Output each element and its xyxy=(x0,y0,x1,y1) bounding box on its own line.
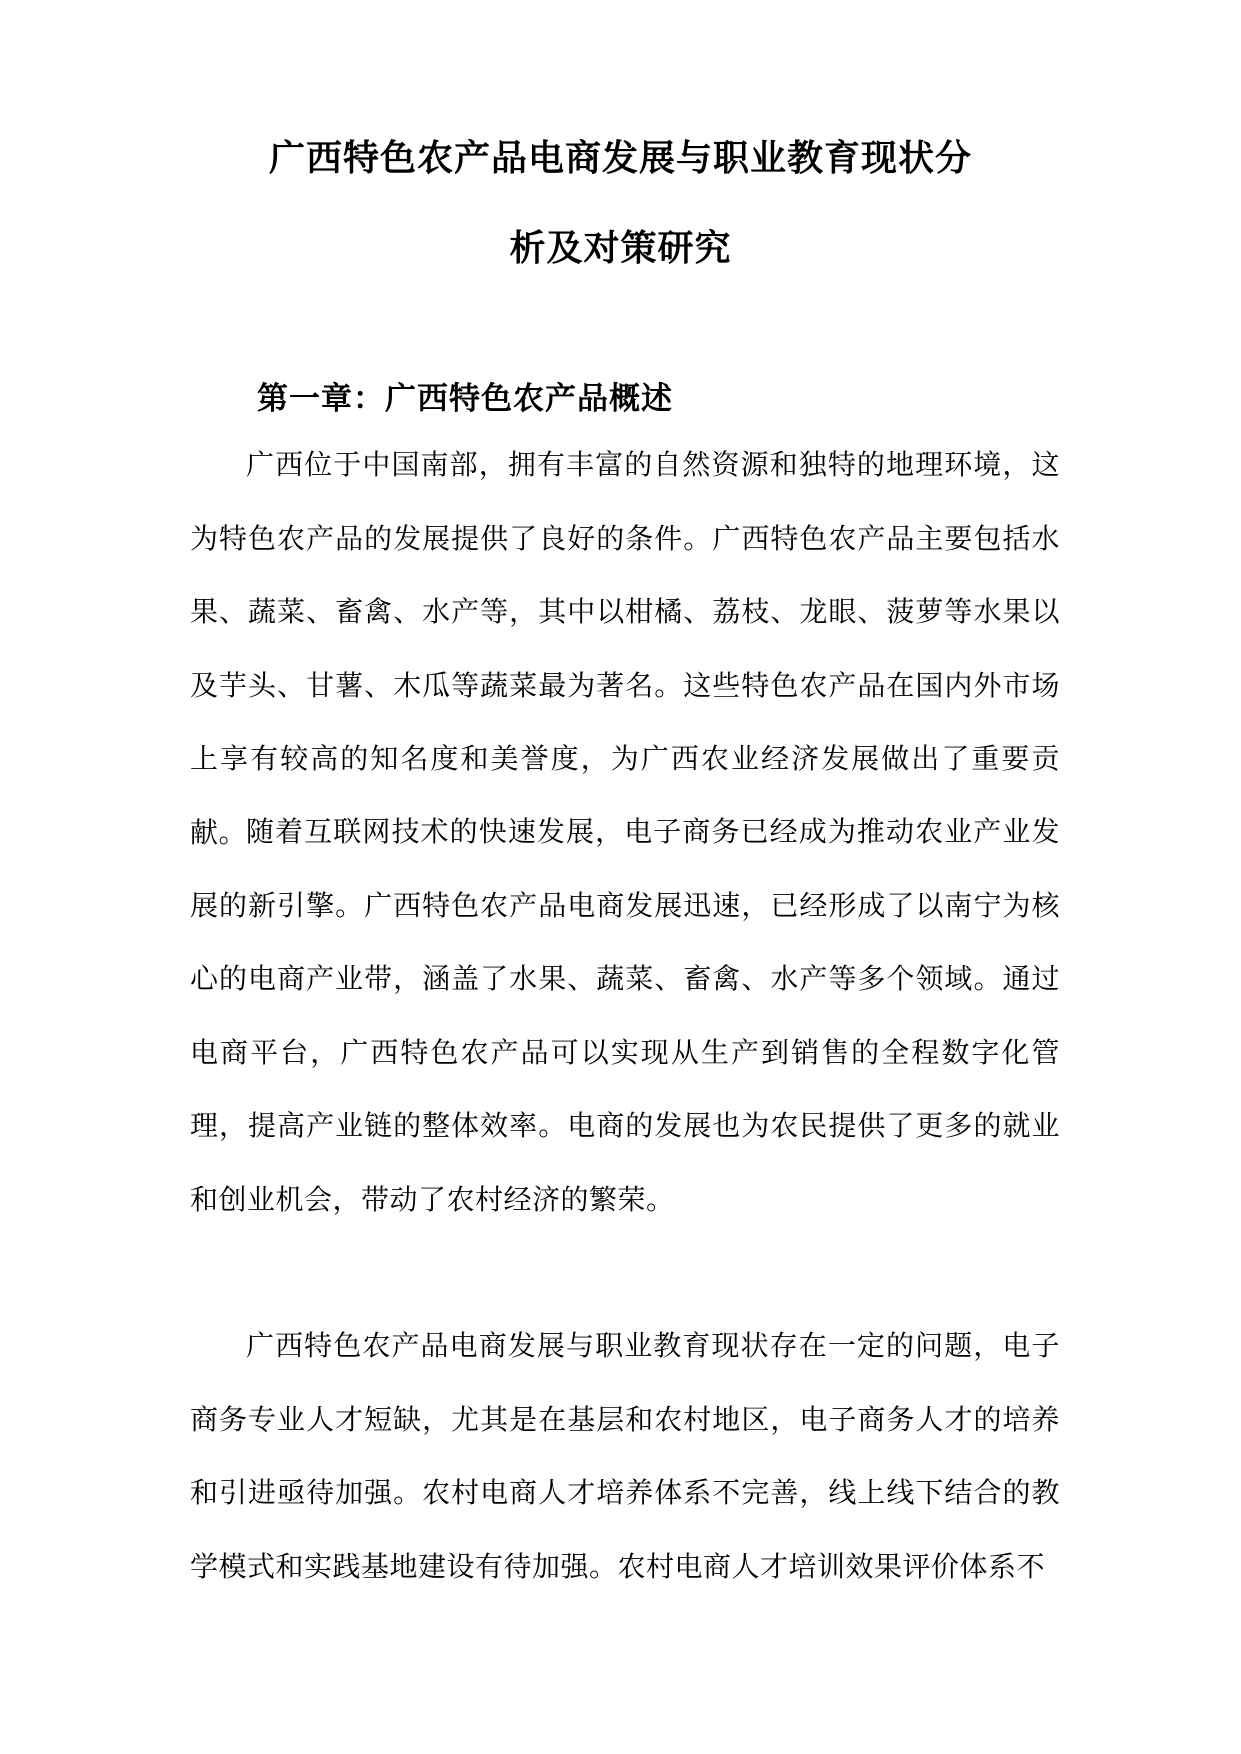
paragraph-3: 广西特色农产品电商发展与职业教育现状存在一定的问题，电子商务专业人才短缺，尤其是在基层和农村地区，电子商务人才的培养和引进亟待加强。农村电商人才培养体系不完善，线上线下结合的教学模式和实践基地建设有待加强。农村电商人才培训效果评价体系不 xyxy=(190,1329,1060,1583)
paragraph-2: 随着互联网技术的快速发展，电子商务已经成为推动农业产业发展的新引擎。广西特色农产品电商发展迅速，已经形成了以南宁为核心的电商产业带，涵盖了水果、蔬菜、畜禽、水产等多个领域。通过电商平台，广西特色农产品可以实现从生产到销售的全程数字化管理，提高产业链的整体效率。电商的发展也为农民提供了更多的就业和创业机会，带动了农村经济的繁荣。 xyxy=(190,815,1060,1216)
document-title-line-2: 析及对策研究 xyxy=(509,227,732,269)
paragraph-1: 广西位于中国南部，拥有丰富的自然资源和独特的地理环境，这为特色农产品的发展提供了良好的条件。广西特色农产品主要包括水果、蔬菜、畜禽、水产等，其中以柑橘、荔枝、龙眼、菠萝等水果以及芋头、甘薯、木瓜等蔬菜最为著名。这些特色农产品在国内外市场上享有较高的知名度和美誉度，为广西农业经济发展做出了重要贡献。 xyxy=(190,448,1060,849)
chapter-heading: 第一章：广西特色农产品概述 xyxy=(257,381,673,417)
document-title-line-1: 广西特色农产品电商发展与职业教育现状分 xyxy=(268,137,972,179)
